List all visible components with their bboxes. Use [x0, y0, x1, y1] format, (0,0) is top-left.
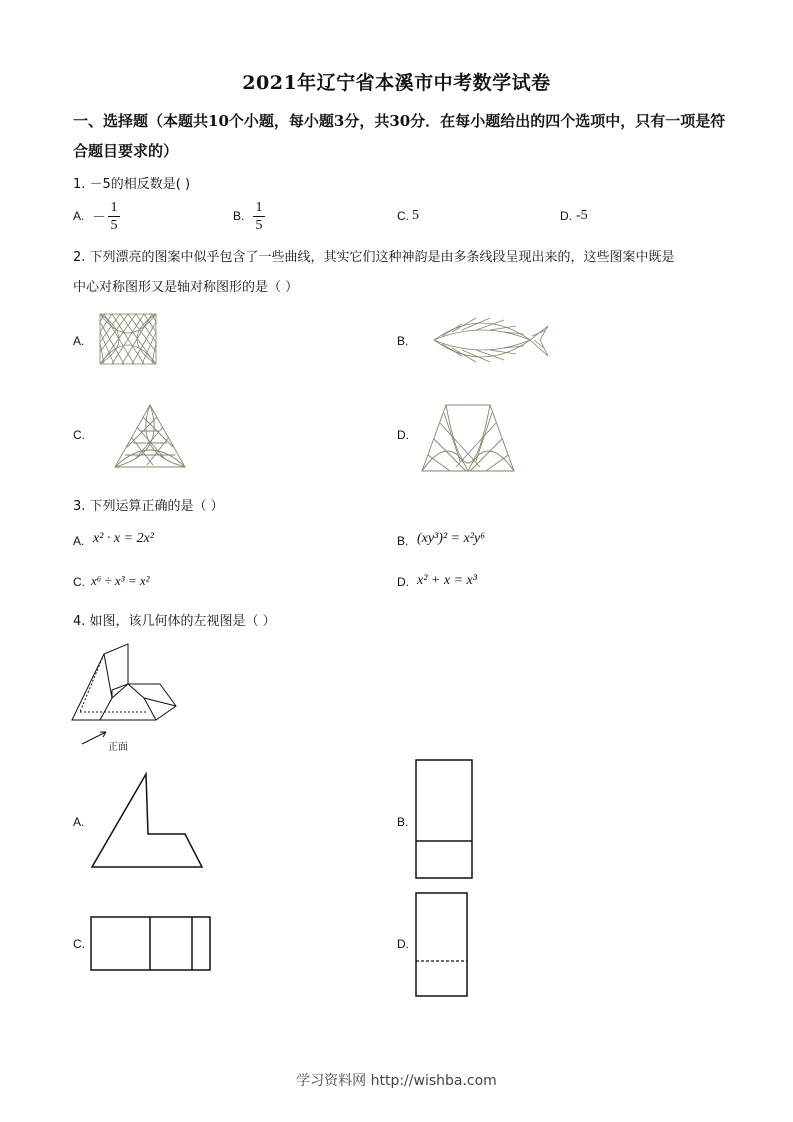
q4-option-b-label: B. [397, 815, 409, 829]
q4-option-c-shape [90, 916, 212, 972]
q2-pattern-triangle-image [113, 403, 187, 469]
question-1-stem: 1. －5的相反数是( ) [73, 177, 191, 192]
q2-option-a-label: A. [73, 334, 85, 348]
q2-option-c-label: C. [73, 428, 85, 442]
q4-option-d-label: D. [397, 937, 409, 951]
q1-a-sign: － [92, 210, 106, 226]
q4-option-a-shape [90, 772, 204, 870]
q2-pattern-square-image [98, 312, 160, 368]
q4-option-b-shape [415, 759, 473, 881]
q1-a-denominator: 5 [110, 218, 118, 233]
q1-option-d-value: -5 [576, 208, 588, 223]
q2-pattern-trapezoid-image [420, 401, 516, 473]
q2-option-d-label: D. [397, 428, 409, 442]
q1-b-denominator: 5 [255, 218, 263, 233]
q1-b-fraction [253, 199, 265, 234]
q3-option-c-label: C. [73, 575, 85, 589]
q2-pattern-fish-image [432, 310, 550, 370]
q1-option-a-value [92, 199, 120, 234]
q3-option-d-label: D. [397, 575, 409, 589]
page-title: 2021年辽宁省本溪市中考数学试卷 [242, 72, 551, 94]
q3-option-c-expression: x⁶ ÷ x³ = x² [91, 573, 150, 588]
question-4-stem: 4. 如图，该几何体的左视图是（ ） [73, 614, 276, 629]
q4-front-view-label: 正面 [108, 742, 128, 753]
q3-option-a-expression: x² · x = 2x² [93, 531, 154, 546]
q2-option-b-label: B. [397, 334, 409, 348]
section-heading: 一、选择题（本题共10个小题，每小题3分，共30分．在每小题给出的四个选项中，只有一项是符合题目要求的） [73, 112, 726, 160]
q1-option-b-label: B. [233, 209, 245, 223]
q1-b-numerator: 1 [255, 200, 263, 215]
q1-option-d-label: D. [560, 209, 572, 223]
q4-option-c-label: C. [73, 937, 85, 951]
q1-option-a-label: A. [73, 209, 85, 223]
q4-option-d-shape [415, 892, 469, 998]
q1-option-c-label: C. [397, 209, 409, 223]
q1-a-numerator: 1 [110, 200, 118, 215]
q1-option-c-value: 5 [412, 208, 419, 223]
q3-option-b-expression: (xy³)² = x²y⁶ [417, 531, 486, 546]
q3-option-a-label: A. [73, 534, 85, 548]
page-footer: 学习资料网 http://wishba.com [296, 1073, 497, 1089]
q3-option-d-expression: x² + x = x³ [417, 573, 477, 588]
q1-a-fraction [108, 199, 120, 234]
q4-option-a-label: A. [73, 815, 85, 829]
question-2-stem-line1: 2. 下列漂亮的图案中似乎包含了一些曲线，其实它们这种神韵是由多条线段呈现出来的，这些图案中既是 [73, 250, 675, 265]
q3-option-b-label: B. [397, 534, 409, 548]
question-3-stem: 3. 下列运算正确的是（ ） [73, 499, 224, 514]
q1-option-b-value [253, 199, 265, 234]
question-2-stem-line2: 中心对称图形又是轴对称图形的是（ ） [73, 280, 299, 295]
